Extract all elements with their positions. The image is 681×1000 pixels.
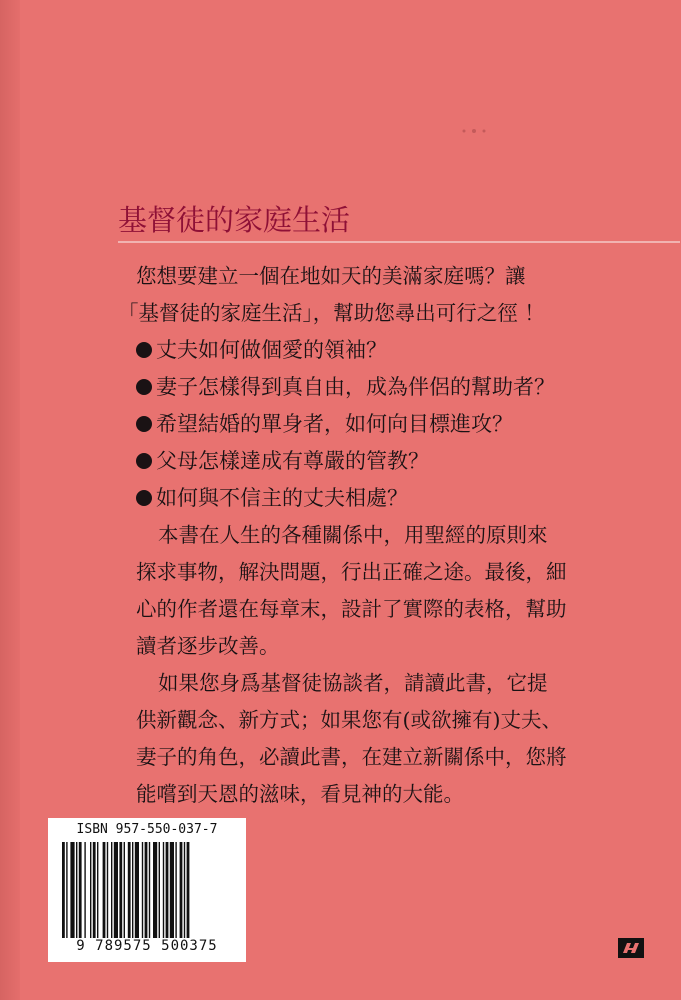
bullet-dot-icon bbox=[136, 342, 152, 358]
para1-line: 讀者逐步改善。 bbox=[136, 634, 280, 658]
bullet-item: 如何與不信主的丈夫相處？ bbox=[136, 480, 616, 517]
print-speck-decoration bbox=[460, 128, 490, 134]
isbn-label: ISBN 957-550-037-7 bbox=[76, 822, 218, 837]
bullet-item: 希望結婚的單身者，如何向目標進攻？ bbox=[136, 406, 616, 443]
bullet-dot-icon bbox=[136, 379, 152, 395]
back-cover bbox=[20, 0, 681, 1000]
spine-edge bbox=[0, 0, 20, 1000]
para2-line: 妻子的角色，必讀此書，在建立新關係中，您將 bbox=[136, 745, 567, 769]
bullet-item: 妻子怎樣得到真自由，成為伴侶的幫助者？ bbox=[136, 369, 616, 406]
bullet-dot-icon bbox=[136, 490, 152, 506]
barcode-icon bbox=[62, 842, 238, 938]
intro-line-1: 您想要建立一個在地如天的美滿家庭嗎？讓 bbox=[136, 264, 526, 288]
para1-line: 探求事物，解決問題，行出正確之途。最後，細 bbox=[136, 560, 567, 584]
para1-line: 本書在人生的各種關係中，用聖經的原則來 bbox=[158, 523, 548, 547]
title-divider bbox=[118, 241, 680, 243]
bullet-item: 父母怎樣達成有尊嚴的管教？ bbox=[136, 443, 616, 480]
para2-line: 供新觀念、新方式；如果您有(或欲擁有)丈夫、 bbox=[136, 708, 562, 732]
barcode-digits: 9 789575 500375 bbox=[76, 938, 218, 954]
para2-line: 能嚐到天恩的滋味，看見神的大能。 bbox=[136, 782, 464, 806]
intro-line-2: 「基督徒的家庭生活」，幫助您尋出可行之徑 ！ bbox=[118, 301, 545, 325]
para1-line: 心的作者還在每章末，設計了實際的表格，幫助 bbox=[136, 597, 567, 621]
bullet-dot-icon bbox=[136, 453, 152, 469]
para2-line: 如果您身爲基督徒協談者，請讀此書，它提 bbox=[158, 671, 548, 695]
publisher-logo-icon bbox=[618, 938, 644, 958]
bullet-item: 丈夫如何做個愛的領袖？ bbox=[136, 332, 616, 369]
bullet-dot-icon bbox=[136, 416, 152, 432]
isbn-barcode-box bbox=[48, 818, 246, 962]
book-title: 基督徒的家庭生活 bbox=[118, 203, 351, 237]
